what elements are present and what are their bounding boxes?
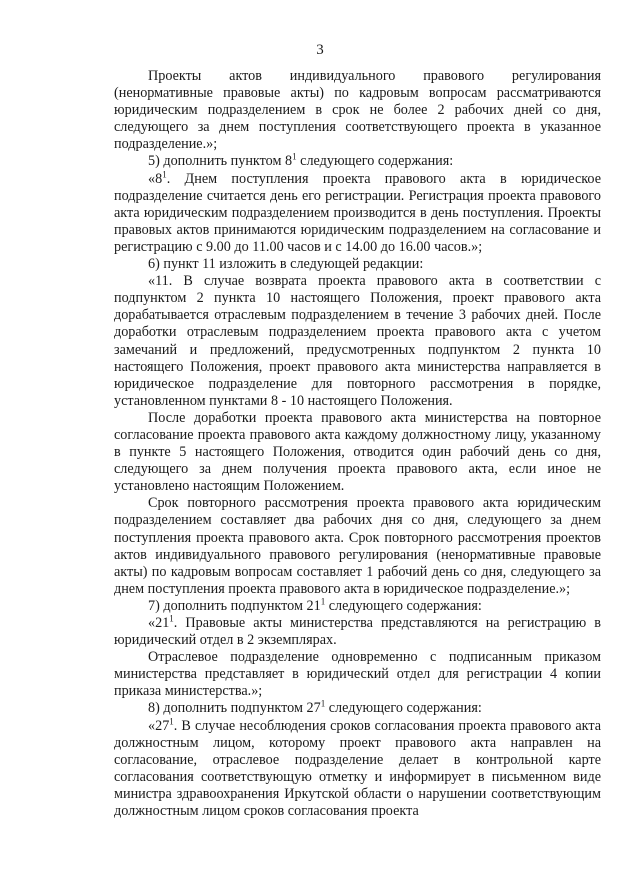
paragraph-kopii-prikaza: Отраслевое подразделение одновременно с подписанным приказом министерства представляет в юридический отдел для регистрации 4 копии приказа министерства.»;	[114, 649, 601, 700]
list-item-8: 8) дополнить подпунктом $27^1$ следующего содержания:	[148, 698, 482, 717]
list-item-6: 6) пункт 11 изложить в следующей редакции:	[148, 256, 424, 273]
paragraph-podpunkt-21-1: «$21^1$. Правовые акты министерства представляются на регистрацию в юридический отдел в 2 экземплярах.	[114, 613, 601, 649]
paragraph-povtornoe-soglasovanie: После доработки проекта правового акта министерства на повторное согласование проекта правового акта каждому должностному лицу, указанному в пункте 5 настоящего Положения, отводится один рабочий день со дня, следующего за днем получения проекта правового акта, если иное не установлено настоящим Положением.	[114, 409, 601, 495]
paragraph-punkt-8-1: «$8^1$. Днем поступления проекта правового акта в юридическое подразделение считается день его регистрации. Регистрация проекта правового акта юридическим подразделением производится в день поступления. Проекты правовых актов принимаются юридическим подразделением на согласование и регистрацию с 9.00 до 11.00 часов и с 14.00 до 16.00 часов.»;	[114, 168, 601, 255]
document-body	[114, 68, 601, 820]
paragraph-kadrovye-proekty: Проекты актов индивидуального правового регулирования (ненормативные правовые акты) по кадровым вопросам рассматриваются юридическим подразделением в срок не более 2 рабочих дней со дня, следующего за днем поступления соответствующего проекта в указанное подразделение.»;	[114, 68, 601, 153]
paragraph-podpunkt-27-1: «$27^1$. В случае несоблюдения сроков согласования проекта правового акта должностным лицом, которому проект правового акта направлен на согласование, отраслевое подразделение делает в контрольной карте согласования соответствующую отметку и информирует в письменном виде министра здравоохранения Иркутской области о нарушении соответствующим должностным лицом сроков согласования проекта	[114, 715, 601, 820]
list-item-5: 5) дополнить пунктом $8^1$ следующего содержания:	[148, 151, 454, 170]
page-number: 3	[316, 42, 324, 58]
paragraph-punkt-11: «11. В случае возврата проекта правового акта в соответствии с подпунктом 2 пункта 10 настоящего Положения, проект правового акта дорабатывается отраслевым подразделением в течение 3 рабочих дней. После доработки отраслевым подразделением проекта правового акта с учетом замечаний и предложений, предусмотренных подпунктом 2 пункта 10 настоящего Положения, проект правового акта министерства направляется в юридическое подразделение для повторного рассмотрения в порядке, установленном пунктами 8 - 10 настоящего Положения.	[114, 273, 601, 409]
list-item-7: 7) дополнить подпунктом $21^1$ следующего содержания:	[148, 596, 482, 614]
paragraph-srok-povtornogo-rassmotreniya: Срок повторного рассмотрения проекта правового акта юридическим подразделением составляет два рабочих дня со дня, следующего за днем поступления проекта правового акта. Срок повторного рассмотрения проектов актов индивидуального правового регулирования (ненормативные правовые акты) по кадровым вопросам составляет 1 рабочий день со дня, следующего за днем поступления проекта правового акта в юридическое подразделение.»;	[114, 495, 601, 597]
